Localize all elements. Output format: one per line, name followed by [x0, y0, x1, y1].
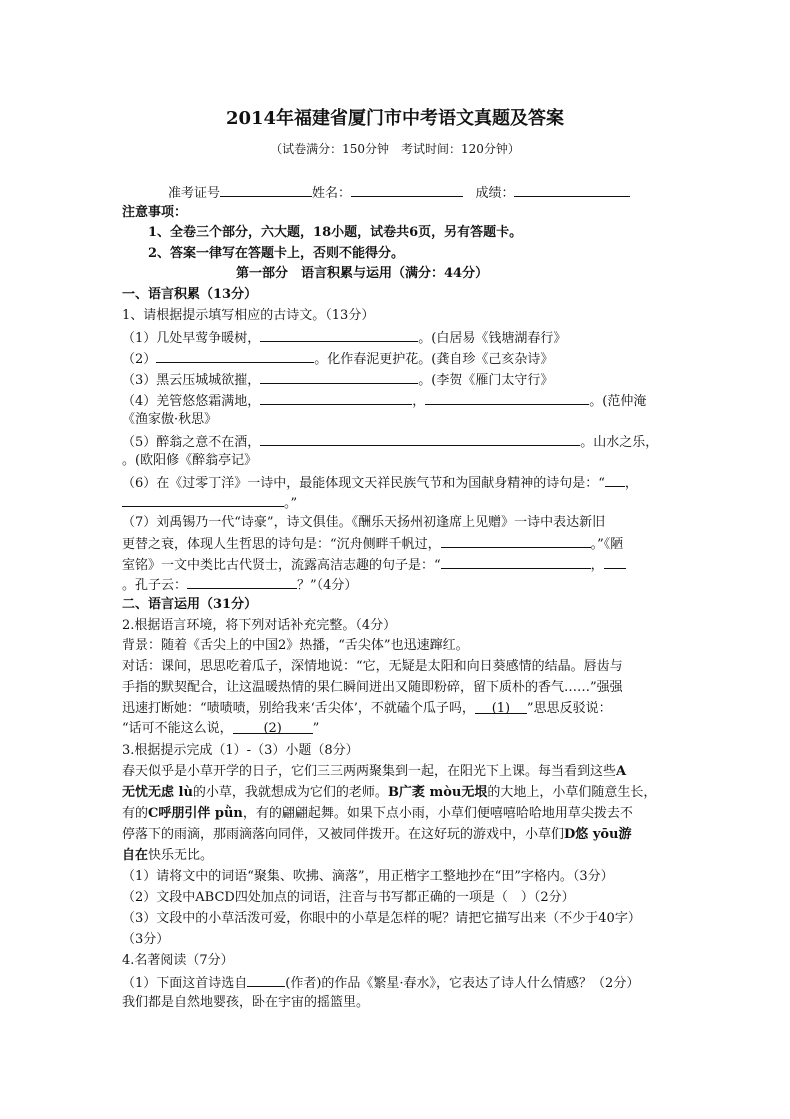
- q2-dialogue-2: 手指的默契配合，让这温暖热情的果仁瞬间迸出又随即粉碎，留下质朴的香气……”强强: [122, 680, 623, 695]
- option-c: C呼朋引伴 pǜn: [148, 806, 243, 821]
- q3-passage-5: 自在快乐无比。: [122, 848, 214, 863]
- q2-prompt: 2.根据语言环境，将下列对话补充完整。（4分）: [122, 618, 397, 633]
- answer-blank[interactable]: [260, 392, 412, 405]
- notes-item-2: 2、答案一律写在答题卡上，否则不能得分。: [148, 246, 405, 261]
- header-fields: [168, 184, 728, 202]
- option-d: D悠 yōu游: [564, 827, 632, 842]
- q3-prompt: 3.根据提示完成（1）-（3）小题（8分）: [122, 743, 359, 758]
- q3-passage-3: 有的C呼朋引伴 pǜn，有的翩翩起舞。如果下点小雨，小草们便嘻嘻哈哈地用草尖拨去不: [122, 806, 633, 821]
- q3-sub-3-points: （3分）: [122, 932, 170, 947]
- answer-blank[interactable]: [425, 392, 589, 405]
- q1-line-7: （7）刘禹锡乃一代“诗豪”，诗文俱佳。《酬乐天扬州初逢席上见赠》一诗中表达新旧: [122, 515, 606, 530]
- exam-no-blank[interactable]: [220, 184, 312, 197]
- q1-prompt: 1、请根据提示填写相应的古诗文。（13分）: [122, 308, 375, 323]
- q1-line-6-cont: 。”: [122, 494, 682, 512]
- q3-sub-3: （3）文段中的小草活泼可爱，你眼中的小草是怎样的呢？请把它描写出来（不少于40字）: [122, 911, 641, 926]
- q1-line-5-cont: 。(欧阳修《醉翁亭记》: [122, 453, 258, 468]
- section2-heading: 二、语言运用（31分）: [122, 597, 258, 612]
- q3-passage-1: 春天似乎是小草开学的日子，它们三三两两聚集到一起，在阳光下上课。每当看到这些A: [122, 764, 627, 779]
- q1-line-4-source: 《渔家傲·秋思》: [122, 412, 218, 427]
- answer-blank[interactable]: [605, 474, 625, 487]
- q4-poem-line: 我们都是自然地婴孩，卧在宇宙的摇篮里。: [122, 995, 370, 1010]
- q2-dialogue-4: “话可不能这么说， (2) ”: [122, 721, 320, 736]
- part1-heading: 第一部分 语言积累与运用（满分：44分）: [236, 266, 489, 281]
- answer-blank[interactable]: [441, 556, 591, 569]
- page-title: 2014年福建省厦门市中考语文真题及答案: [225, 108, 565, 129]
- q1-line-2: （2） 。化作春泥更护花。(龚自珍《己亥杂诗》: [122, 352, 554, 367]
- q1-line-7c: 室铭》一文中类比古代贤士，流露高洁志趣的句子是：“ ，: [122, 556, 682, 574]
- q3-sub-1: （1）请将文中的词语“聚集、吹拂、滴落”，用正楷字工整地抄在“田”字格内。（3分）: [122, 869, 614, 884]
- answer-blank[interactable]: [260, 371, 418, 384]
- page-subtitle: （试卷满分：150分钟 考试时间：120分钟）: [270, 142, 520, 156]
- notes-item-1: 1、全卷三个部分，六大题，18小题，试卷共6页，另有答题卡。: [148, 225, 523, 240]
- section1-heading: 一、语言积累（13分）: [122, 287, 258, 302]
- name-blank[interactable]: [351, 184, 463, 197]
- q2-dialogue-1: 对话：课间，思思吃着瓜子，深情地说：“它，无疑是太阳和向日葵感情的结晶。唇齿与: [122, 659, 623, 674]
- q1-line-3: （3）黑云压城城欲摧， 。(李贺《雁门太守行》: [122, 373, 554, 388]
- q1-line-6: （6）在《过零丁洋》一诗中，最能体现文天祥民族气节和为国献身精神的诗句是：“ ，: [122, 476, 638, 491]
- q1-line-1: （1）几处早莺争暖树， 。(白居易《钱塘湖春行》: [122, 331, 567, 346]
- answer-blank[interactable]: [187, 576, 297, 589]
- option-a: 无忧无虑 lù: [122, 785, 193, 800]
- q1-line-5: （5）醉翁之意不在酒， 。山水之乐，: [122, 435, 659, 450]
- q2-background: 背景：随着《舌尖上的中国2》热播，“舌尖体”也迅速蹿红。: [122, 638, 469, 653]
- answer-blank[interactable]: [260, 433, 580, 446]
- q1-line-7d: 。孔子云： ？”（4分）: [122, 578, 358, 593]
- name-label: 姓名：: [312, 186, 352, 201]
- option-b: B广袤 mòu无垠: [387, 785, 488, 800]
- q1-line-7b: 更替之衰，体现人生哲思的诗句是：“沉舟侧畔千帆过， 。”《陋: [122, 537, 624, 552]
- author-blank[interactable]: [247, 974, 285, 987]
- q3-passage-4: 停落下的雨滴，那雨滴落向同伴，又被同伴拨开。在这好玩的游戏中，小草们D悠 yōu游: [122, 827, 632, 842]
- answer-blank[interactable]: [604, 556, 626, 569]
- answer-blank[interactable]: [156, 350, 314, 363]
- q2-dialogue-3: 迅速打断她：“啧啧啧，别给我来‘舌尖体’，不就磕个瓜子吗， (1) ”思思反驳说：: [122, 701, 612, 716]
- q3-passage-2: 无忧无虑 lù的小草，我就想成为它们的老师。B广袤 mòu无垠的大地上，小草们随意生长，: [122, 785, 657, 800]
- score-blank[interactable]: [514, 184, 630, 197]
- answer-blank[interactable]: [260, 329, 418, 342]
- answer-blank-1[interactable]: (1): [475, 701, 527, 714]
- answer-blank[interactable]: [441, 535, 591, 548]
- score-label: 成绩：: [475, 186, 515, 201]
- q4-sub-1: （1）下面这首诗选自 (作者)的作品《繁星·春水》，它表达了诗人什么情感？（2分）: [122, 976, 640, 991]
- q3-sub-2: （2）文段中ABCD四处加点的词语，注音与书写都正确的一项是（ ）（2分）: [122, 890, 575, 905]
- answer-blank-2[interactable]: (2): [233, 721, 313, 734]
- answer-blank[interactable]: [122, 494, 284, 507]
- exam-no-label: 准考证号: [168, 186, 221, 201]
- notes-heading: 注意事项：: [122, 205, 188, 220]
- q1-line-4: （4）羌管悠悠霜满地， ， 。(范仲淹: [122, 394, 647, 409]
- q4-prompt: 4.名著阅读（7分）: [122, 953, 234, 968]
